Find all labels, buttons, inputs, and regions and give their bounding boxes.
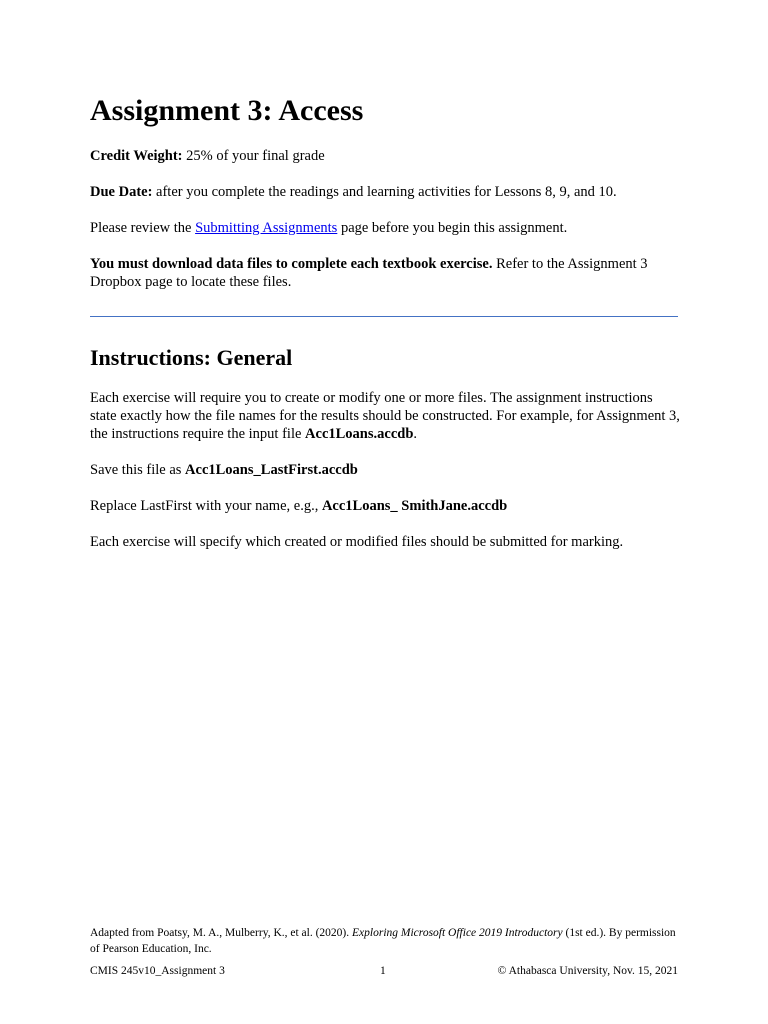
- due-date-label: Due Date:: [90, 184, 153, 200]
- instructions-paragraph-end: .: [413, 426, 418, 442]
- footer-page-number: 1: [380, 965, 386, 977]
- section-divider: [90, 316, 678, 317]
- replace-instruction: [90, 497, 680, 515]
- instructions-paragraph-text: Each exercise will require you to create or modify one or more files. The assignment instructions state exactly how the file names for the results should be constructed. For example, for Assignment 3, the instructions require the input file: [90, 390, 680, 442]
- review-text-after: page before you begin this assignment.: [337, 220, 568, 236]
- download-note-bold: You must download data files to complete each textbook exercise.: [90, 256, 493, 272]
- page-title: Assignment 3: Access: [90, 94, 364, 127]
- submitting-assignments-link[interactable]: Submitting Assignments: [195, 220, 338, 236]
- instructions-paragraph: [90, 389, 680, 443]
- footer-course-code: CMIS 245v10_Assignment 3: [90, 965, 225, 977]
- save-file-name: Acc1Loans_LastFirst.accdb: [185, 462, 358, 478]
- due-date: [90, 183, 680, 201]
- attribution-before: Adapted from Poatsy, M. A., Mulberry, K., et al. (2020).: [90, 927, 353, 939]
- save-instruction: [90, 461, 680, 479]
- footer-copyright: © Athabasca University, Nov. 15, 2021: [497, 965, 678, 977]
- input-file-name: Acc1Loans.accdb: [305, 426, 414, 442]
- instructions-heading: Instructions: General: [90, 345, 293, 370]
- review-text-before: Please review the: [90, 220, 196, 236]
- save-instruction-text: Save this file as: [90, 462, 186, 478]
- example-file-name: Acc1Loans_ SmithJane.accdb: [321, 498, 508, 514]
- page-footer: [90, 963, 678, 979]
- due-date-text: after you complete the readings and learning activities for Lessons 8, 9, and 10.: [152, 184, 617, 200]
- submission-note: Each exercise will specify which created or modified files should be submitted for marking.: [90, 534, 624, 550]
- download-note: [90, 255, 680, 291]
- attribution-after: (1st ed.). By permission of Pearson Education, Inc.: [90, 927, 676, 955]
- download-note-text: Refer to the Assignment 3 Dropbox page to locate these files.: [90, 256, 648, 290]
- review-note: [90, 219, 680, 237]
- credit-weight-label: Credit Weight:: [90, 148, 183, 164]
- credit-weight-text: 25% of your final grade: [182, 148, 325, 164]
- attribution-book-title: Exploring Microsoft Office 2019 Introductory: [352, 927, 563, 939]
- footer-attribution: [90, 925, 680, 957]
- replace-instruction-text: Replace LastFirst with your name, e.g.,: [90, 498, 322, 514]
- credit-weight: [90, 147, 680, 165]
